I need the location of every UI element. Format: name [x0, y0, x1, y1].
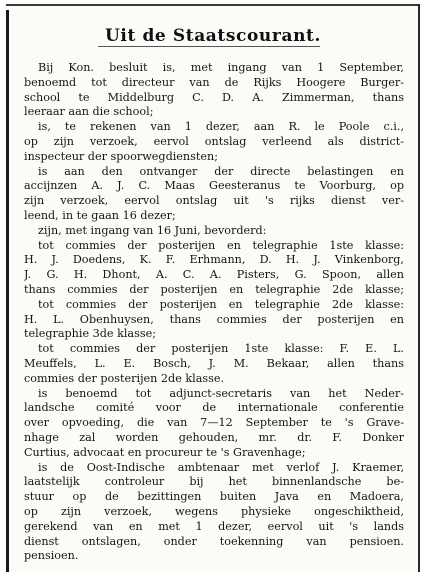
article-line: zijn, met ingang van 16 Juni, bevorderd:	[38, 223, 267, 237]
article-line: leeraar aan die school;	[24, 105, 154, 119]
article-line: is benoemd tot adjunct-secretaris van het Neder-	[38, 386, 404, 400]
article-line: leend, in te gaan 16 dezer;	[24, 208, 176, 222]
article-title: Uit de Staatscourant.	[104, 26, 321, 46]
article-line: laatstelijk controleur bij het binnenlandsche be-	[24, 475, 404, 489]
article-line: H. L. Obenhuysen, thans commies der posterijen en	[24, 312, 404, 326]
article-line: op zijn verzoek, wegens physieke ongeschiktheid,	[24, 504, 404, 518]
article-line: stuur op de bezittingen buiten Java en Madoera,	[24, 490, 404, 504]
article-line: is aan den ontvanger der directe belastingen en	[38, 164, 404, 178]
article-line: school te Middelburg C. D. A. Zimmerman, thans	[24, 90, 404, 104]
article-line: is, te rekenen van 1 dezer, aan R. le Poole c.i.,	[38, 120, 404, 134]
article-line: J. G. H. Dhont, A. C. A. Pisters, G. Spoon, allen	[24, 268, 404, 282]
article-line: Bij Kon. besluit is, met ingang van 1 September,	[38, 61, 404, 74]
article-line: pensioen.	[24, 549, 79, 563]
newspaper-clipping	[6, 4, 420, 572]
article-line: H. J. Doedens, K. F. Erhmann, D. H. J. Vinkenborg,	[24, 253, 404, 267]
article-line: inspecteur der spoorwegdiensten;	[24, 149, 218, 163]
clipping-top-edge	[6, 4, 420, 6]
article-line: tot commies der posterijen en telegraphie 2de klasse:	[38, 297, 404, 311]
article-body	[24, 61, 404, 564]
clipping-left-edge	[6, 10, 9, 572]
title-underline	[98, 46, 320, 47]
article-line: nhage zal worden gehouden, mr. dr. F. Donker	[24, 430, 404, 444]
article-line: is de Oost-Indische ambtenaar met verlof J. Kraemer,	[38, 460, 404, 474]
article-line: thans commies der posterijen en telegraphie 2de klasse;	[24, 282, 404, 296]
article-line: tot commies der posterijen en telegraphie 1ste klasse:	[38, 238, 404, 252]
article-line: tot commies der posterijen 1ste klasse: F. E. L.	[38, 342, 404, 356]
article-line: Curtius, advocaat en procureur te 's Gravenhage;	[24, 445, 306, 459]
article-line: zijn verzoek, eervol ontslag uit 's rijks dienst ver-	[24, 194, 404, 208]
article-line: telegraphie 3de klasse;	[24, 327, 156, 341]
article-line: benoemd tot directeur van de Rijks Hoogere Burger-	[24, 75, 404, 89]
article-line: over opvoeding, die van 7—12 September te 's Grave-	[24, 416, 404, 430]
article-line: dienst ontslagen, onder toekenning van pensioen.	[24, 534, 404, 548]
article-line: landsche comité voor de internationale conferentie	[24, 401, 404, 415]
article-line: accijnzen A. J. C. Maas Geesteranus te Voorburg, op	[24, 179, 404, 193]
article-line: Meuffels, L. E. Bosch, J. M. Bekaar, allen thans	[24, 356, 404, 370]
article-line: gerekend van en met 1 dezer, eervol uit 's lands	[24, 519, 404, 533]
article-line: op zijn verzoek, eervol ontslag verleend als district-	[24, 134, 404, 148]
article-line: commies der posterijen 2de klasse.	[24, 371, 225, 385]
clipping-right-edge	[418, 4, 420, 572]
